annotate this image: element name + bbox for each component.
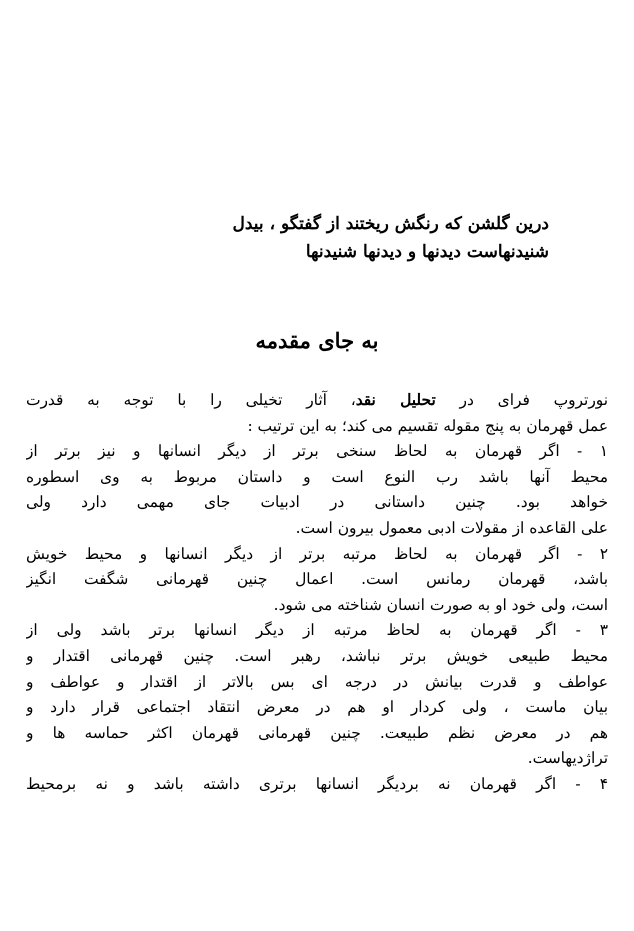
body-line: ۱ - اگر قهرمان به لحاظ سنخی برتر از دیگر انسانها و نیز برتر از bbox=[26, 442, 608, 461]
body-line: است، ولی خود او به صورت انسان شناخته می شود. bbox=[273, 595, 608, 614]
intro-text-part-1: نورتروپ فرای در bbox=[435, 391, 608, 409]
body-line: بیان ماست ، ولی کردار او هم در معرض انتقاد اجتماعی قرار دارد و bbox=[26, 698, 608, 717]
body-line: ۴ - اگر قهرمان نه بردیگر انسانها برتری داشته باشد و نه برمحیط bbox=[26, 774, 608, 793]
body-line: علی القاعده از مقولات ادبی معمول بیرون است. bbox=[295, 518, 608, 537]
body-line: تراژدیهاست. bbox=[527, 749, 608, 768]
body-line: هم در معرض نظم طبیعت. چنین قهرمانی قهرمان اکثر حماسه ها و bbox=[26, 723, 608, 742]
body-line: عواطف و قدرت بیانش در درجه ای بس بالاتر از اقتدار و عواطف و bbox=[26, 672, 608, 691]
body-line: ۳ - اگر قهرمان به لحاظ مرتبه از دیگر انسانها برتر باشد ولی از bbox=[26, 621, 608, 640]
body-line: محیط آنها باشد رب النوع است و داستان مربوط به وی اسطوره bbox=[26, 467, 608, 486]
section-heading: به جای مقدمه bbox=[255, 328, 379, 353]
body-line bbox=[26, 388, 608, 414]
body-text bbox=[26, 388, 608, 798]
body-line: خواهد بود. چنین داستانی در ادبیات جای مهمی دارد ولی bbox=[26, 493, 608, 512]
body-line: عمل قهرمان به پنج مقوله تقسیم می کند؛ به این ترتیب : bbox=[247, 416, 608, 435]
body-line: ۲ - اگر قهرمان به لحاظ مرتبه برتر از دیگر انسانها و محیط خویش bbox=[26, 544, 608, 563]
body-line: باشد، قهرمان رمانس است. اعمال چنین قهرمانی شگفت انگیز bbox=[26, 570, 608, 589]
epigraph-line-1: درین گلشن که رنگش ریختند از گفتگو ، بیدل bbox=[232, 214, 549, 234]
body-line: محیط طبیعی خویش برتر نباشد، رهبر است. چنین قهرمانی اقتدار و bbox=[26, 646, 608, 665]
book-title-emphasis: تحلیل نقد bbox=[355, 391, 436, 409]
epigraph-line-2: شنیدنهاست دیدنها و دیدنها شنیدنها bbox=[305, 242, 549, 262]
epigraph-verse bbox=[79, 210, 549, 266]
intro-text-part-2: ، آثار تخیلی را با توجه به قدرت bbox=[26, 391, 356, 409]
